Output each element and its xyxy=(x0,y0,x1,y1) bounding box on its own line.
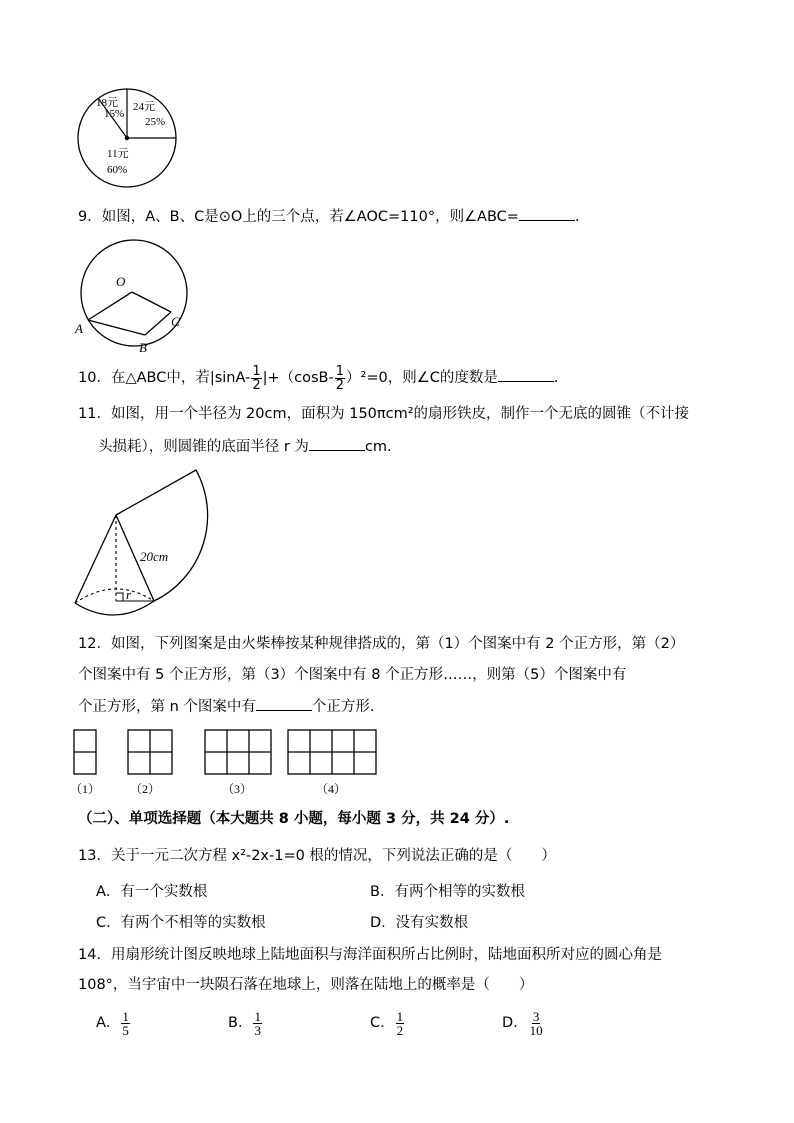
q14-option-c[interactable] xyxy=(370,1008,405,1038)
q13-option-a-key: A． xyxy=(96,884,121,900)
q9-label-B: B xyxy=(139,340,147,355)
q13-option-d-key: D． xyxy=(370,915,396,931)
q14-number: 14． xyxy=(78,947,111,963)
q11-line1 xyxy=(78,404,689,424)
q13-number: 13． xyxy=(78,848,111,864)
q13-option-b-key: B． xyxy=(370,884,395,900)
q12-figure-1 xyxy=(74,730,96,774)
q12-number: 12． xyxy=(78,636,111,652)
q14-line1 xyxy=(78,945,662,965)
q14-option-d[interactable] xyxy=(502,1008,545,1038)
q13-option-c[interactable] xyxy=(96,913,266,933)
q14-option-d-key: D． xyxy=(502,1015,528,1031)
q14-option-d-den: 10 xyxy=(529,1022,543,1038)
q9-answer-blank[interactable] xyxy=(519,206,575,221)
q12-line2 xyxy=(78,665,626,685)
q11-line2-b: cm. xyxy=(364,439,392,455)
q14-option-a-key: A． xyxy=(96,1015,121,1031)
q9-label-C: C xyxy=(171,314,180,329)
q11-base-front-arc xyxy=(75,601,154,615)
q10-fraction-2 xyxy=(335,365,345,392)
pie-label-11: 11元 xyxy=(107,148,129,160)
q10-frac1-den: 2 xyxy=(252,377,261,393)
q10-fraction-1 xyxy=(251,365,261,392)
q13-option-b-text: 有两个相等的实数根 xyxy=(394,884,525,900)
pie-chart-figure xyxy=(70,84,184,190)
q14-option-a[interactable] xyxy=(96,1008,131,1038)
pie-label-24: 24元 xyxy=(133,101,155,113)
q11-radius-label: 20cm xyxy=(140,549,169,564)
q11-number: 11． xyxy=(78,406,111,422)
q12-caption-1: （1） xyxy=(70,782,101,796)
q10-text-b: |+（cosB- xyxy=(262,370,334,386)
q9-seg-AB xyxy=(88,320,145,335)
q12-caption-4: （4） xyxy=(316,782,347,796)
q9-label-O: O xyxy=(116,274,126,289)
q9-seg-OA xyxy=(88,292,132,320)
q14-option-b[interactable] xyxy=(228,1008,263,1038)
q14-option-a-num: 1 xyxy=(122,1008,129,1024)
q14-option-b-fraction xyxy=(253,1010,262,1037)
q13-option-c-key: C． xyxy=(96,915,121,931)
q11-line2-a: 头损耗），则圆锥的底面半径 r 为 xyxy=(98,439,309,455)
pie-percent-15: 15% xyxy=(104,108,125,120)
q14-option-d-fraction xyxy=(529,1010,544,1037)
q9-label-A: A xyxy=(75,321,83,336)
section2-title: （二）、单项选择题（本大题共 8 小题，每小题 3 分，共 24 分）. xyxy=(78,811,510,827)
q14-option-d-num: 3 xyxy=(532,1008,540,1024)
q9-text xyxy=(78,206,580,227)
q10-frac2-num: 1 xyxy=(335,363,345,379)
q14-line2-text: 108°，当宇宙中一块陨石落在地球上，则落在陆地上的概率是（ ） xyxy=(78,977,534,993)
q9-number: 9． xyxy=(78,209,102,225)
q9-text-a: 如图，A、B、C是⊙O上的三个点，若∠AOC=110°，则∠ABC= xyxy=(101,209,519,225)
q12-line3-b: 个正方形. xyxy=(311,699,375,715)
q14-option-c-den: 2 xyxy=(396,1022,404,1038)
q14-line1-text: 用扇形统计图反映地球上陆地面积与海洋面积所占比例时，陆地面积所对应的圆心角是 xyxy=(110,947,662,963)
pie-percent-60: 60% xyxy=(107,164,128,176)
q12-figure-4 xyxy=(288,730,376,774)
q11-right-angle-mark xyxy=(116,593,123,601)
q14-option-b-key: B． xyxy=(228,1015,253,1031)
q12-answer-blank[interactable] xyxy=(256,696,312,711)
q14-option-b-num: 1 xyxy=(254,1008,261,1024)
q11-line2 xyxy=(98,436,392,457)
q14-option-a-den: 5 xyxy=(122,1022,129,1038)
q13-option-c-text: 有两个不相等的实数根 xyxy=(120,915,266,931)
q12-line3 xyxy=(78,696,375,717)
q9-circle-figure xyxy=(72,236,196,356)
q14-line2 xyxy=(78,975,533,995)
q10-text-d: . xyxy=(553,370,559,386)
q13-stem-text: 关于一元二次方程 x²-2x-1=0 根的情况，下列说法正确的是（ ） xyxy=(110,848,556,864)
q12-line2-text: 个图案中有 5 个正方形，第（3）个图案中有 8 个正方形……，则第（5）个图案中有 xyxy=(78,667,627,683)
q10-text-a: 在△ABC中，若|sinA- xyxy=(110,370,251,386)
q9-seg-OC xyxy=(132,292,171,312)
q12-figure-3 xyxy=(205,730,271,774)
pie-percent-25: 25% xyxy=(145,116,166,128)
q10-frac2-den: 2 xyxy=(335,377,345,393)
q13-stem xyxy=(78,846,556,866)
q10-number: 10． xyxy=(78,370,111,386)
q10-text xyxy=(78,364,558,392)
q11-cone-figure xyxy=(70,468,214,620)
q9-seg-BC xyxy=(145,312,171,335)
q12-caption-2: （2） xyxy=(130,782,161,796)
q12-line1-text: 如图，下列图案是由火柴棒按某种规律搭成的，第（1）个图案中有 2 个正方形，第（2） xyxy=(110,636,685,652)
q13-option-a[interactable] xyxy=(96,882,207,902)
q14-option-c-key: C． xyxy=(370,1015,395,1031)
q12-caption-3: （3） xyxy=(222,782,253,796)
q14-option-a-fraction xyxy=(121,1010,130,1037)
pie-label-18: 18元 xyxy=(96,97,118,109)
q11-sector-arc xyxy=(116,470,208,601)
q10-answer-blank[interactable] xyxy=(498,367,554,382)
q11-answer-blank[interactable] xyxy=(309,436,365,451)
q13-option-d-text: 没有实数根 xyxy=(395,915,469,931)
q12-line3-a: 个正方形，第 n 个图案中有 xyxy=(78,699,256,715)
q13-option-d[interactable] xyxy=(370,913,468,933)
q12-matchstick-figures xyxy=(60,722,390,800)
q14-option-c-num: 1 xyxy=(396,1008,404,1024)
q10-frac1-num: 1 xyxy=(252,363,261,379)
q11-r-label: r xyxy=(126,587,132,602)
q12-line1 xyxy=(78,634,684,654)
q10-text-c: ）²=0，则∠C的度数是 xyxy=(346,370,498,386)
q12-figure-2 xyxy=(128,730,172,774)
q14-option-c-fraction xyxy=(396,1010,405,1037)
q11-line1-text: 如图，用一个半径为 20cm，面积为 150πcm²的扇形铁皮，制作一个无底的圆锥（不计接 xyxy=(110,406,690,422)
q13-option-a-text: 有一个实数根 xyxy=(120,884,208,900)
pie-center xyxy=(125,136,129,140)
q14-option-b-den: 3 xyxy=(254,1022,261,1038)
q13-option-b[interactable] xyxy=(370,882,525,902)
q9-text-b: . xyxy=(574,209,580,225)
